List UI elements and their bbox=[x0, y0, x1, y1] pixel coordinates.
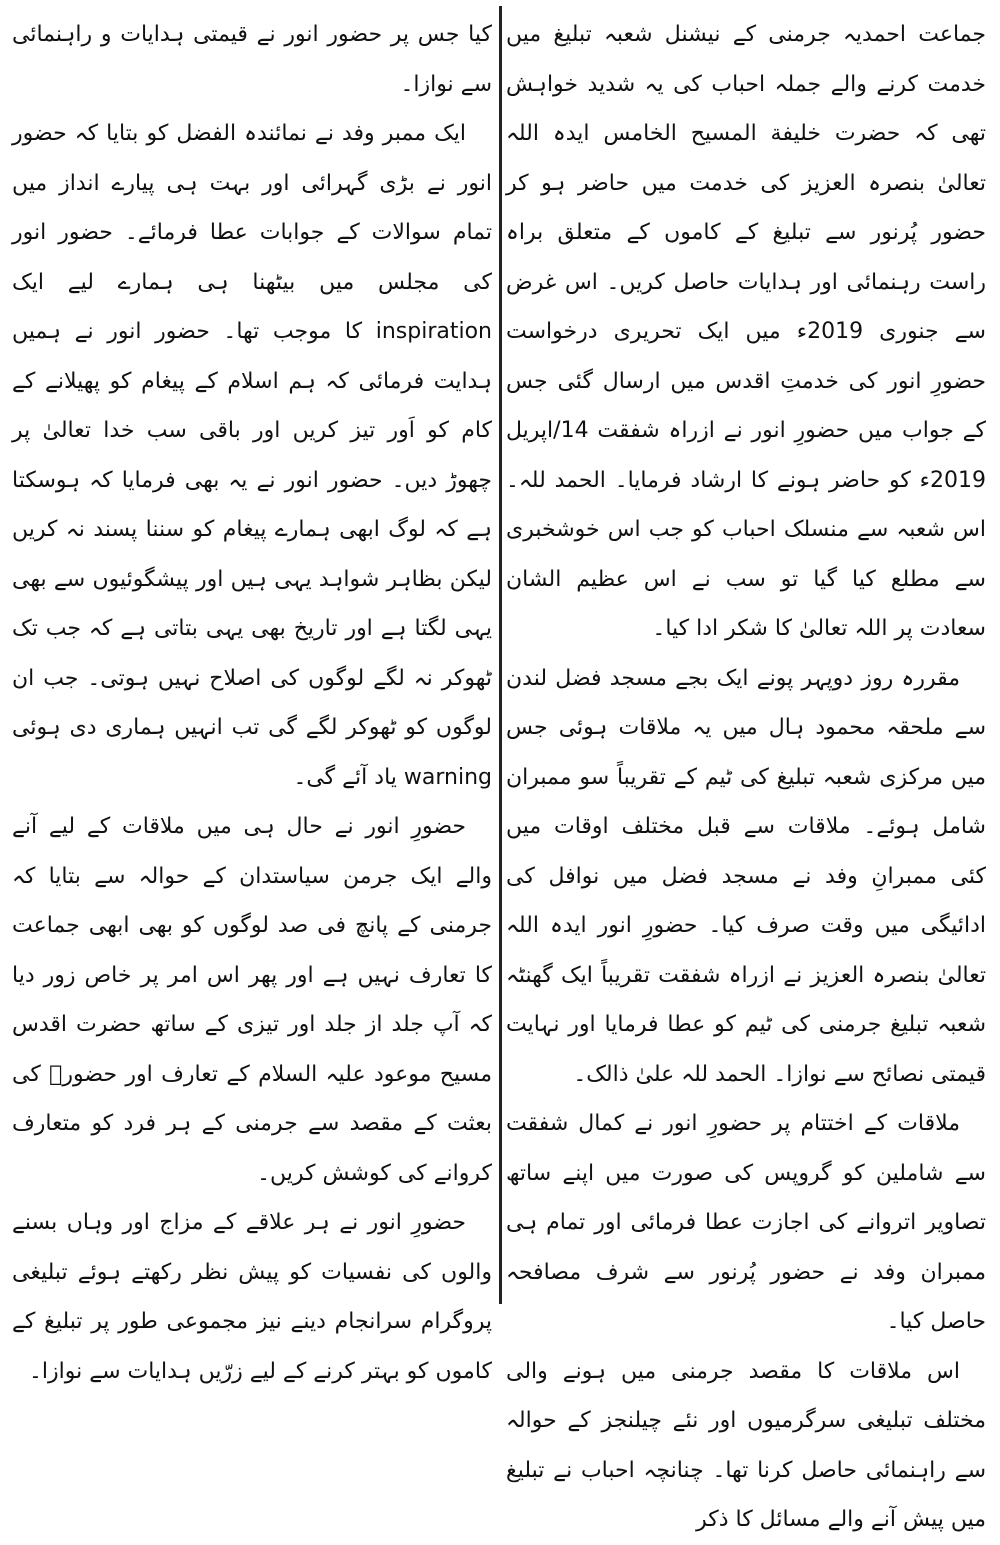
right-paragraph-3: ملاقات کے اختتام پر حضورِ انور نے کمال شفقت سے شاملین کو گروپس کی صورت میں اپنے ساتھ تصاویر اتروانے کی اجازت عطا فرمائی اور تمام ہی ممبران وفد نے حضور پُرنور سے شرف مصافحہ حاصل کیا۔ bbox=[506, 1111, 986, 1334]
right-paragraph-1: جماعت احمدیہ جرمنی کے نیشنل شعبہ تبلیغ میں خدمت کرنے والے جملہ احباب کی یہ شدید خواہش تھی کہ حضرت خلیفة المسیح الخامس ایدہ اللہ تعالیٰ بنصرہ العزیز کی خدمت میں حاضر ہو کر حضور پُرنور سے تبلیغ کے کاموں کے متعلق براہ راست رہنمائی اور ہدایات حاصل کریں۔ اس غرض سے جنوری 2019ء میں ایک تحریری درخواست حضورِ انور کی خدمتِ اقدس میں ارسال گئی جس کے جواب میں حضورِ انور نے ازراہ شفقت 14/اپریل 2019ء کو حاضر ہونے کا ارشاد فرمایا۔ الحمد للہ۔ اس شعبہ سے منسلک احباب کو جب اس خوشخبری سے مطلع کیا گیا تو سب نے اس عظیم الشان سعادت پر اللہ تعالیٰ کا شکر ادا کیا۔ bbox=[506, 22, 986, 641]
right-paragraph-2: مقررہ روز دوپہر پونے ایک بجے مسجد فضل لندن سے ملحقہ محمود ہال میں یہ ملاقات ہوئی جس میں مرکزی شعبہ تبلیغ کی ٹیم کے تقریباً سو ممبران شامل ہوئے۔ ملاقات سے قبل مختلف اوقات میں کئی ممبرانِ وفد نے مسجد فضل میں نوافل کی ادائیگی میں وقت صرف کیا۔ حضورِ انور ایدہ اللہ تعالیٰ بنصرہ العزیز نے ازراہ شفقت تقریباً ایک گھنٹہ شعبہ تبلیغ جرمنی کی ٹیم کو عطا فرمایا اور نہایت قیمتی نصائح سے نوازا۔ الحمد للہ علیٰ ذالک۔ bbox=[506, 665, 986, 1087]
right-column bbox=[506, 10, 986, 1532]
column-divider bbox=[499, 6, 502, 1304]
left-paragraph-1: کیا جس پر حضور انور نے قیمتی ہدایات و راہنمائی سے نوازا۔ bbox=[12, 22, 492, 97]
right-paragraph-4: اس ملاقات کا مقصد جرمنی میں ہونے والی مختلف تبلیغی سرگرمیوں اور نئے چیلنجز کے حوالہ سے راہنمائی حاصل کرنا تھا۔ چنانچہ احباب نے تبلیغ میں پیش آنے والے مسائل کا ذکر bbox=[506, 1358, 986, 1532]
left-paragraph-4: حضورِ انور نے ہر علاقے کے مزاج اور وہاں بسنے والوں کی نفسیات کو پیش نظر رکھتے ہوئے تبلیغی پروگرام سرانجام دینے نیز مجموعی طور پر تبلیغ کے کاموں کو بہتر کرنے کے لیے زرّیں ہدایات سے نوازا۔ bbox=[12, 1210, 492, 1384]
left-paragraph-2: ایک ممبر وفد نے نمائندہ الفضل کو بتایا کہ حضور انور نے بڑی گہرائی اور بہت ہی پیارے انداز میں تمام سوالات کے جوابات عطا فرمائے۔ حضور انور کی مجلس میں بیٹھنا ہی ہمارے لیے ایک inspiration کا موجب تھا۔ حضور انور نے ہمیں ہدایت فرمائی کہ ہم اسلام کے پیغام کو پھیلانے کے کام کو اَور تیز کریں اور باقی سب خدا تعالیٰ پر چھوڑ دیں۔ حضور انور نے یہ بھی فرمایا کہ ہوسکتا ہے کہ لوگ ابھی ہمارے پیغام کو سننا پسند نہ کریں لیکن بظاہر شواہد یہی ہیں اور پیشگوئیوں سے بھی یہی لگتا ہے اور تاریخ بھی یہی بتاتی ہے کہ جب تک ٹھوکر نہ لگے لوگوں کی اصلاح نہیں ہوتی۔ جب ان لوگوں کو ٹھوکر لگے گی تب انہیں ہماری دی ہوئی warning یاد آئے گی۔ bbox=[12, 121, 492, 790]
left-paragraph-3: حضورِ انور نے حال ہی میں ملاقات کے لیے آنے والے ایک جرمن سیاستدان کے حوالہ سے بتایا کہ جرمنی کے پانچ فی صد لوگوں کو بھی ابھی جماعت کا تعارف نہیں ہے اور پھر اس امر پر خاص زور دیا کہ آپ جلد از جلد اور تیزی کے ساتھ حضرت اقدس مسیح موعود علیہ السلام کے تعارف اور حضورؑ کی بعثت کے مقصد سے جرمنی کے ہر فرد کو متعارف کروانے کی کوشش کریں۔ bbox=[12, 814, 492, 1186]
left-column bbox=[12, 10, 492, 1384]
